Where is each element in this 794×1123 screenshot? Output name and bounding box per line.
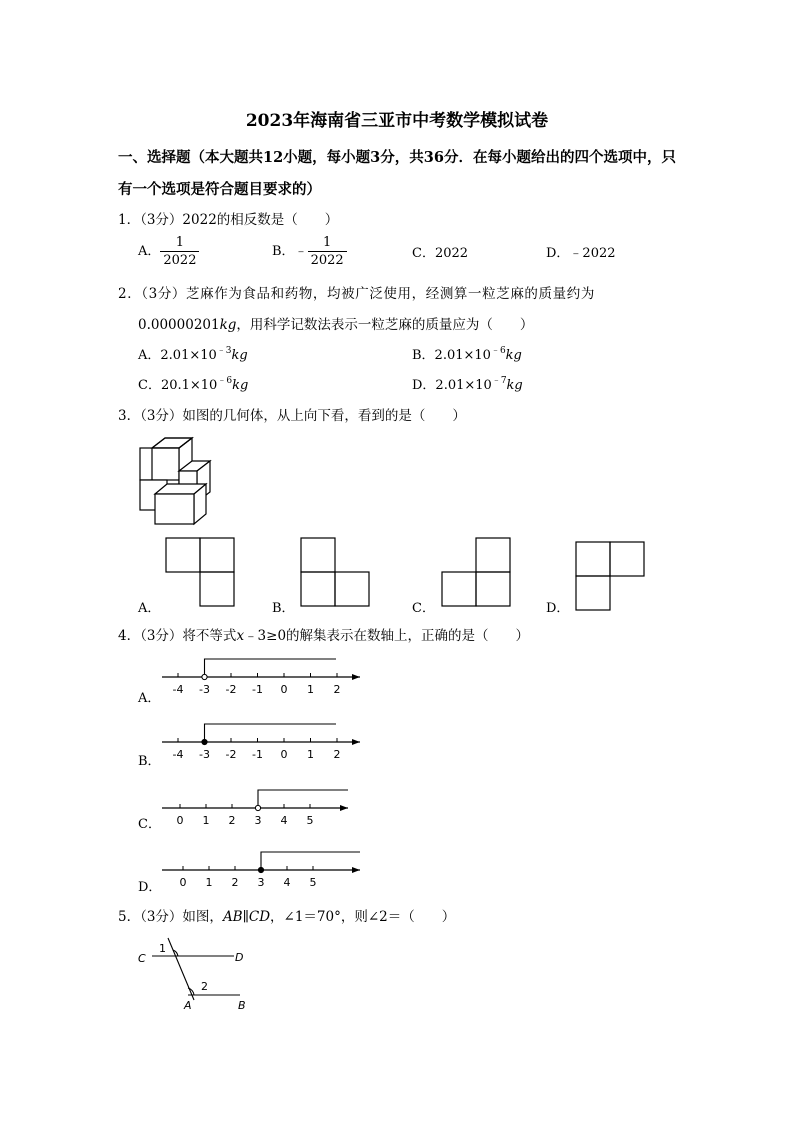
- q1-a-numerator: 1: [175, 235, 185, 250]
- axis-arrow: [340, 805, 348, 811]
- q2-c-unit: kg: [232, 378, 249, 393]
- q4-option-d-label: D．: [138, 880, 162, 895]
- q2-b-exponent: ﹣6: [490, 346, 506, 356]
- tick-label: 3: [257, 876, 265, 889]
- section-header-line2: 有一个选项是符合题目要求的）: [118, 181, 321, 198]
- tick-label: 1: [307, 748, 314, 761]
- q2-mass-unit: kg: [219, 317, 237, 333]
- q2-stem-rest: ，用科学记数法表示一粒芝麻的质量应为（ ）: [236, 317, 534, 333]
- q2-d-exponent: ﹣7: [491, 376, 507, 386]
- q3-option-c-figure: [442, 538, 512, 608]
- q3-option-d-label: D．: [546, 601, 570, 616]
- tick-label: 1: [307, 683, 314, 696]
- tick-label: -1: [252, 683, 263, 696]
- closed-endpoint: [202, 739, 207, 744]
- tick-label: 4: [283, 876, 291, 889]
- tick-label: 1: [205, 876, 213, 889]
- q5-label-b: B: [238, 999, 246, 1012]
- q3-option-b-figure: [301, 538, 371, 608]
- q5-stem-post: ，∠1＝70°，则∠2＝（ ）: [270, 909, 456, 925]
- tick-label: -4: [172, 683, 184, 696]
- solution-ray: [205, 659, 337, 677]
- q4-variable: x: [236, 628, 245, 644]
- q2-d-base: D．2.01×10: [412, 378, 492, 393]
- tick-label: 2: [228, 814, 236, 827]
- solution-ray: [258, 790, 348, 808]
- q3-option-d-figure: [576, 542, 646, 612]
- tick-label: -2: [225, 683, 237, 696]
- q5-angle-2-label: 2: [201, 980, 208, 993]
- q2-c-base: C．20.1×10: [138, 378, 218, 393]
- tick-label: 2: [333, 748, 341, 761]
- q3-option-a-label: A．: [138, 601, 161, 616]
- q2-c-exponent: ﹣6: [217, 376, 233, 386]
- q5-stem: [118, 905, 455, 925]
- q1-b-label: B．﹣: [272, 244, 308, 259]
- q5-parallel-symbol: ∥: [242, 909, 249, 925]
- q2-b-base: B．2.01×10: [412, 348, 491, 363]
- q3-option-b-label: B．: [272, 601, 295, 616]
- q1-option-c: C．2022: [412, 246, 469, 261]
- tick-label: 2: [231, 876, 239, 889]
- q2-mass-value: 0.00000201: [138, 317, 220, 333]
- axis-arrow: [352, 674, 360, 680]
- tick-label: 1: [202, 814, 210, 827]
- q4-option-a-number-line: [162, 655, 362, 695]
- q5-parallel-lines-figure: [138, 938, 278, 1018]
- tick-label: 0: [280, 748, 288, 761]
- q5-line-cd: CD: [248, 909, 271, 925]
- q1-a-denominator: 2022: [160, 251, 199, 267]
- q2-option-d: [412, 374, 523, 393]
- solution-ray: [261, 852, 360, 870]
- q1-option-b: [272, 236, 347, 267]
- open-endpoint: [202, 674, 207, 679]
- q4-option-d-number-line: [162, 848, 362, 888]
- q2-option-c: [138, 374, 248, 393]
- tick-label: -4: [172, 748, 184, 761]
- q2-stem-line2: [138, 313, 533, 333]
- tick-label: 5: [309, 876, 317, 889]
- q5-label-d: D: [235, 951, 244, 964]
- q4-option-a-label: A．: [138, 691, 161, 706]
- tick-label: -2: [225, 748, 237, 761]
- solution-ray: [205, 724, 337, 742]
- open-endpoint: [255, 805, 260, 810]
- q3-option-a-figure: [166, 538, 236, 608]
- q4-stem: [118, 624, 529, 644]
- q1-option-d: D．﹣2022: [546, 246, 616, 261]
- q1-b-numerator: 1: [322, 235, 332, 250]
- q2-d-unit: kg: [506, 378, 523, 393]
- tick-label: 0: [280, 683, 288, 696]
- closed-endpoint: [258, 867, 263, 872]
- q3-stem: 3．（3分）如图的几何体，从上向下看，看到的是（ ）: [118, 408, 466, 424]
- q3-option-c-label: C．: [412, 601, 435, 616]
- q2-stem-line1: 2．（3分）芝麻作为食品和药物，均被广泛使用，经测算一粒芝麻的质量约为: [118, 286, 595, 302]
- tick-label: 5: [306, 814, 314, 827]
- q1-option-a: [138, 236, 199, 267]
- q1-a-fraction: [160, 236, 199, 267]
- q4-option-c-label: C．: [138, 817, 161, 832]
- q2-option-b: [412, 344, 522, 363]
- q4-option-b-number-line: [162, 720, 362, 760]
- tick-label: -3: [199, 748, 210, 761]
- tick-label: -3: [199, 683, 210, 696]
- q1-a-label: A．: [138, 244, 161, 259]
- q2-b-unit: kg: [505, 348, 522, 363]
- tick-label: 3: [254, 814, 262, 827]
- tick-label: 0: [179, 876, 187, 889]
- q4-option-b-label: B．: [138, 754, 161, 769]
- tick-label: 0: [176, 814, 184, 827]
- q4-stem-pre: 4．（3分）将不等式: [118, 628, 237, 644]
- q4-stem-post: ﹣3≥0的解集表示在数轴上，正确的是（ ）: [244, 628, 530, 644]
- q1-stem: 1．（3分）2022的相反数是（ ）: [118, 212, 339, 228]
- q2-option-a: [138, 344, 248, 363]
- q3-solid-figure: [138, 438, 218, 528]
- q1-b-denominator: 2022: [308, 251, 347, 267]
- tick-label: -1: [252, 748, 263, 761]
- axis-arrow: [352, 739, 360, 745]
- page-title: 2023年海南省三亚市中考数学模拟试卷: [245, 111, 549, 131]
- q5-label-a: A: [184, 999, 192, 1012]
- q2-a-exponent: ﹣3: [216, 346, 232, 356]
- q5-line-ab: AB: [222, 909, 243, 925]
- q5-stem-pre: 5．（3分）如图，: [118, 909, 223, 925]
- q5-angle-1-label: 1: [159, 942, 166, 955]
- tick-label: 4: [280, 814, 288, 827]
- axis-arrow: [352, 867, 360, 873]
- q5-label-c: C: [138, 952, 146, 965]
- section-header-line1: 一、选择题（本大题共12小题，每小题3分，共36分．在每小题给出的四个选项中，只: [118, 149, 676, 166]
- q2-a-base: A．2.01×10: [138, 348, 217, 363]
- tick-label: 2: [333, 683, 341, 696]
- q4-option-c-number-line: [162, 786, 362, 826]
- q1-b-fraction: [308, 236, 347, 267]
- q2-a-unit: kg: [231, 348, 248, 363]
